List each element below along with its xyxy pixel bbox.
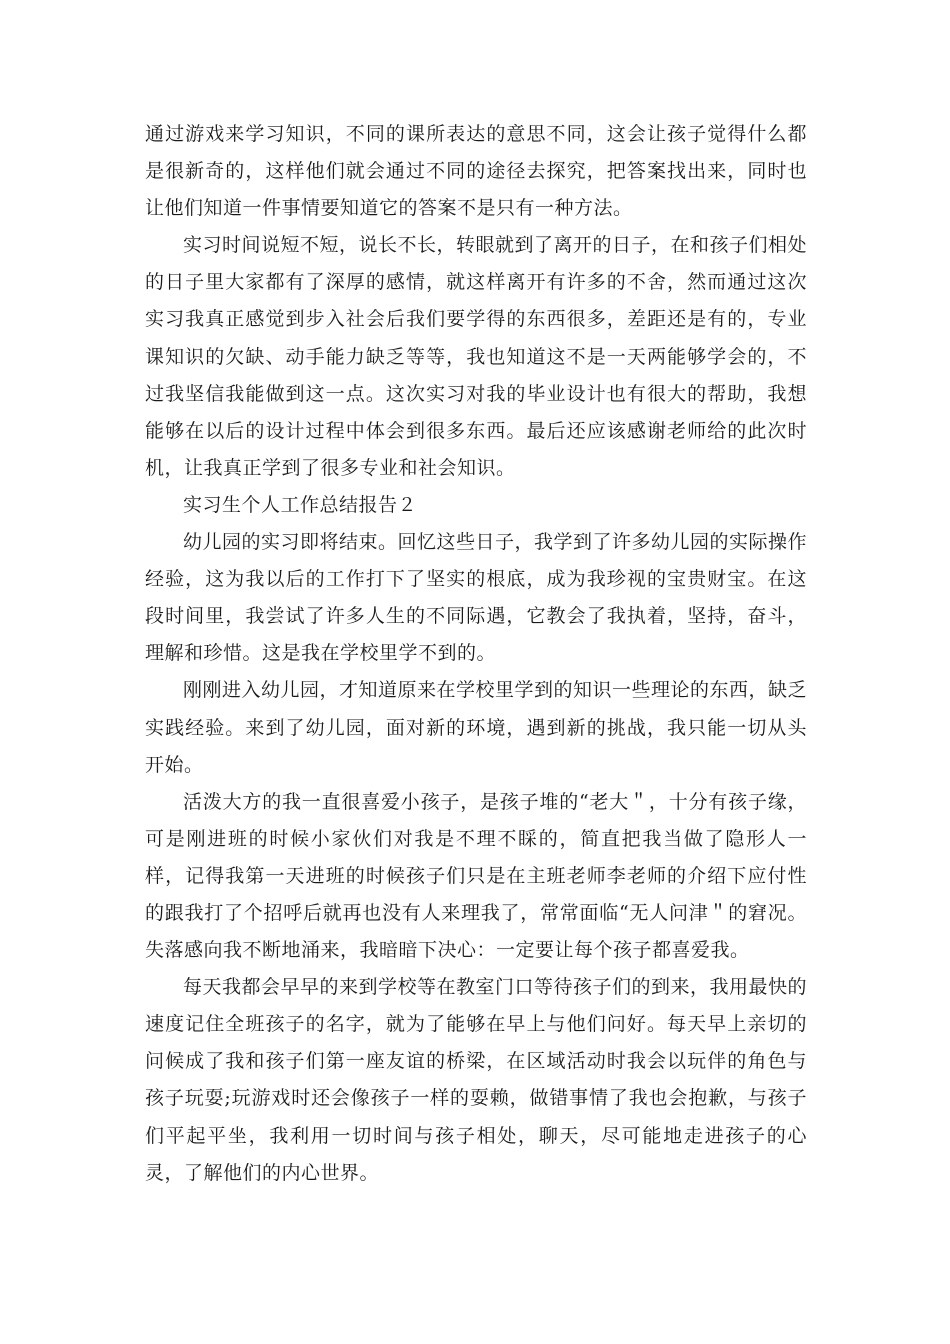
- paragraph-5: 活泼大方的我一直很喜爱小孩子，是孩子堆的“老大＂，十分有孩子缘，可是刚进班的时候小家伙们对我是不理不睬的，简直把我当做了隐形人一样，记得我第一天进班的时候孩子们只是在主班老师李老师的介绍下应付性的跟我打了个招呼后就再也没有人来理我了，常常面临“无人问津＂的窘况。失落感向我不断地涌来，我暗暗下决心：一定要让每个孩子都喜爱我。: [145, 790, 807, 962]
- document-body: [145, 116, 807, 1192]
- paragraph-3: 幼儿园的实习即将结束。回忆这些日子，我学到了许多幼儿园的实际操作经验，这为我以后的工作打下了坚实的根底，成为我珍视的宝贵财宝。在这段时间里，我尝试了许多人生的不同际遇，它教会了我执着，坚持，奋斗，理解和珍惜。这是我在学校里学不到的。: [145, 531, 808, 665]
- paragraph-1: 通过游戏来学习知识，不同的课所表达的意思不同，这会让孩子觉得什么都是很新奇的，这样他们就会通过不同的途径去探究，把答案找出来，同时也让他们知道一件事情要知道它的答案不是只有一种方法。: [145, 123, 807, 220]
- paragraph-4: 刚刚进入幼儿园，才知道原来在学校里学到的知识一些理论的东西，缺乏实践经验。来到了幼儿园，面对新的环境，遇到新的挑战，我只能一切从头开始。: [145, 679, 808, 776]
- paragraph-2: 实习时间说短不短，说长不长，转眼就到了离开的日子，在和孩子们相处的日子里大家都有了深厚的感情，就这样离开有许多的不舍，然而通过这次实习我真正感觉到步入社会后我们要学得的东西很多，差距还是有的，专业课知识的欠缺、动手能力缺乏等等，我也知道这不是一天两能够学会的，不过我坚信我能做到这一点。这次实习对我的毕业设计也有很大的帮助，我想能够在以后的设计过程中体会到很多东西。最后还应该感谢老师给的此次时机，让我真正学到了很多专业和社会知识。: [145, 234, 808, 479]
- section-heading: 实习生个人工作总结报告２: [183, 493, 418, 516]
- paragraph-6: 每天我都会早早的来到学校等在教室门口等待孩子们的到来，我用最快的速度记住全班孩子的名字，就为了能够在早上与他们问好。每天早上亲切的问候成了我和孩子们第一座友谊的桥梁，在区域活动时我会以玩伴的角色与孩子玩耍;玩游戏时还会像孩子一样的耍赖，做错事情了我也会抱歉，与孩子们平起平坐，我利用一切时间与孩子相处，聊天，尽可能地走进孩子的心灵，了解他们的内心世界。: [145, 976, 808, 1184]
